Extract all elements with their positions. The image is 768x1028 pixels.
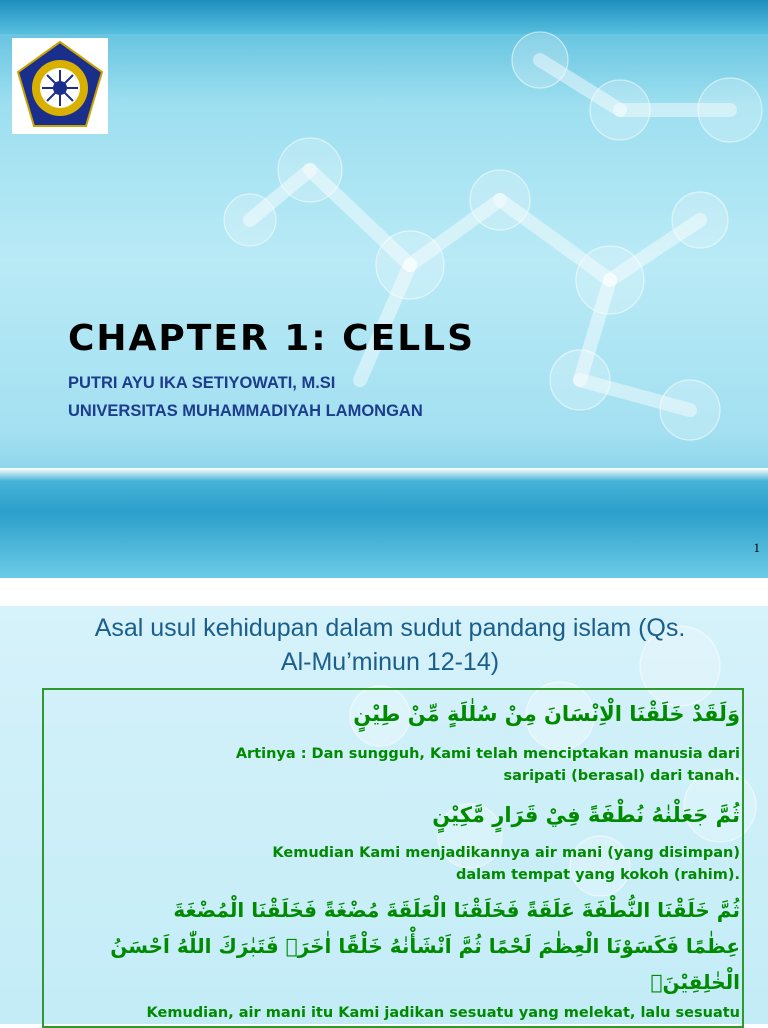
slide-title: CHAPTER 1: CELLS xyxy=(68,318,475,359)
bottom-band xyxy=(0,468,768,578)
page-number: 1 xyxy=(753,540,760,555)
verse-2-arabic: ثُمَّ جَعَلْنٰهُ نُطْفَةً فِيْ قَرَارٍ مَّكِيْنٍ xyxy=(432,803,740,827)
slide-2-title: Asal usul kehidupan dalam sudut pandang islam (Qs. Al-Mu’minun 12-14) xyxy=(94,614,686,676)
translation-2: Kemudian Kami menjadikannya air mani (yang disimpan) dalam tempat yang kokoh (rahim). xyxy=(272,845,740,883)
translation-1: Artinya : Dan sungguh, Kami telah menciptakan manusia dari saripati (berasal) dari tanah. xyxy=(235,746,740,784)
university-seal-icon xyxy=(12,38,108,134)
university-name: UNIVERSITAS MUHAMMADIYAH LAMONGAN xyxy=(68,402,423,420)
verse-1-arabic: وَلَقَدْ خَلَقْنَا الْاِنْسَانَ مِنْ سُلٰلَةٍ مِّنْ طِيْنٍ xyxy=(353,702,740,726)
verse-3-arabic-line-3: الْخٰلِقِيْنَۗ xyxy=(650,970,740,994)
author-name: PUTRI AYU IKA SETIYOWATI, M.SI xyxy=(68,374,336,392)
university-logo xyxy=(12,38,108,134)
translation-3: Kemudian, air mani itu Kami jadikan sesuatu yang melekat, lalu sesuatu xyxy=(146,1005,740,1021)
verse-3-arabic-line-2: عِظٰمًا فَكَسَوْنَا الْعِظٰمَ لَحْمًا ثُمَّ اَنْشَأْنٰهُ خَلْقًا اٰخَرَۗ فَتَبٰرَكَ اللّٰهُ اَحْسَنُ xyxy=(110,934,740,958)
verse-3-arabic-line-1: ثُمَّ خَلَقْنَا النُّطْفَةَ عَلَقَةً فَخَلَقْنَا الْعَلَقَةَ مُضْغَةً فَخَلَقْنَا الْمُضْغَةَ xyxy=(173,898,740,922)
molecule-background xyxy=(0,0,768,470)
